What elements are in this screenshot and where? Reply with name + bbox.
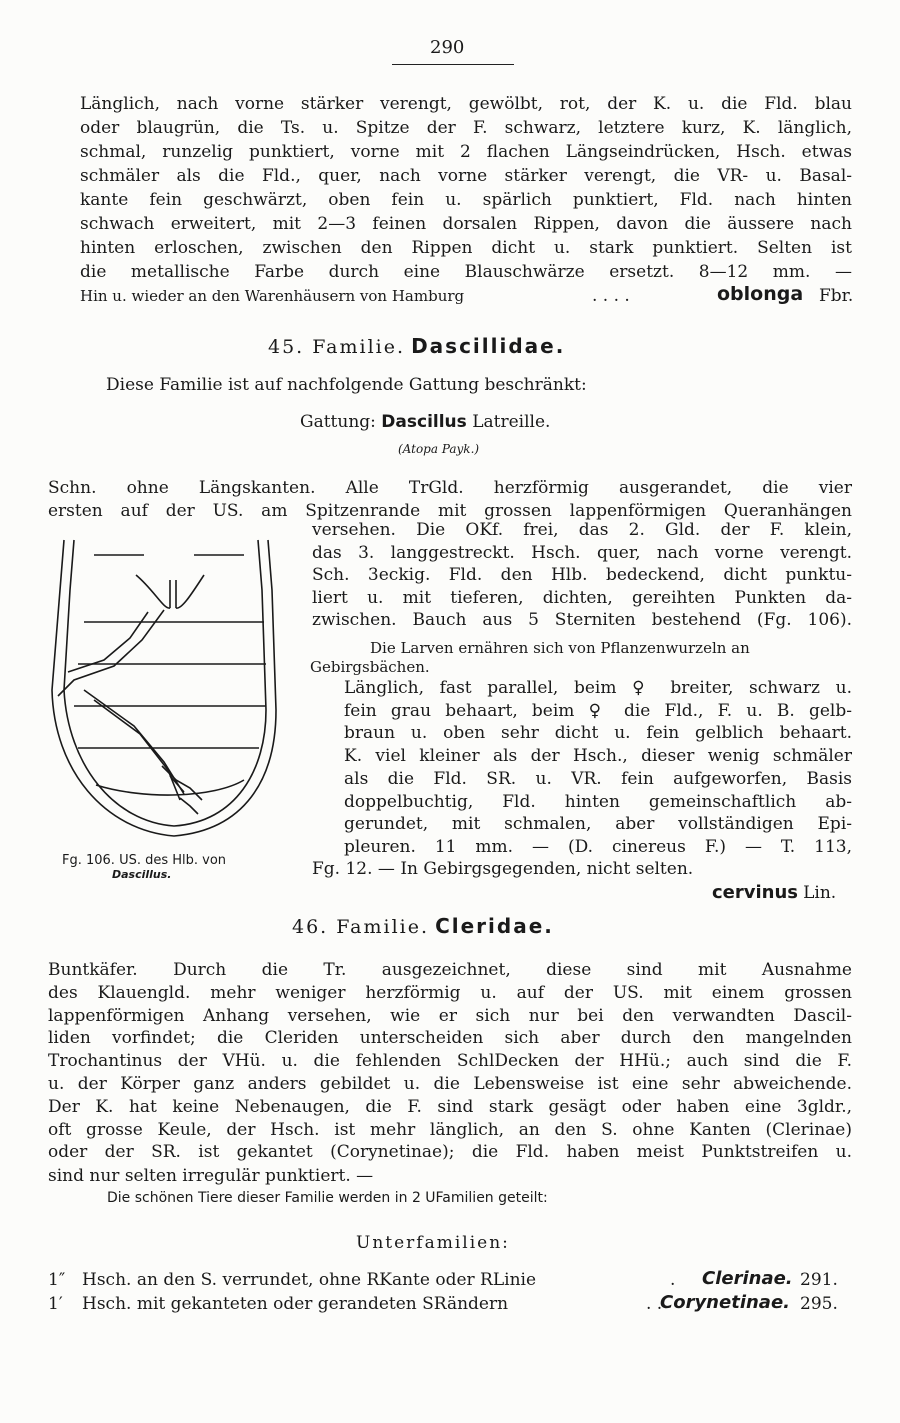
subfamily-heading: Unterfamilien: [356, 1233, 510, 1253]
text-line: schmäler als die Fld., quer, nach vorne stärker verengt, die VR- u. Basal- [80, 166, 852, 186]
species-author: Fbr. [819, 286, 854, 306]
text-line: die metallische Farbe durch eine Blauschwärze ersetzt. 8—12 mm. — [80, 262, 852, 282]
text-line: Länglich, nach vorne stärker verengt, gewölbt, rot, der K. u. die Fld. blau [80, 94, 852, 114]
text-line: lappenförmigen Anhang versehen, wie er sich nur bei den verwandten Dascil- [48, 1005, 852, 1026]
key-text: Hsch. an den S. verrundet, ohne RKante oder RLinie [82, 1270, 537, 1290]
text-line: gerundet, mit schmalen, aber vollständigen Epi- [344, 814, 852, 835]
family-46-name: Cleridae. [435, 914, 554, 938]
species-line-oblonga [80, 283, 854, 306]
leader-dots: . [670, 1270, 676, 1290]
text-line: zwischen. Bauch aus 5 Sterniten bestehend (Fg. 106). [312, 610, 852, 630]
species-name: oblonga [717, 283, 804, 305]
key-number: 1″ [48, 1270, 66, 1290]
text-line: versehen. Die OKf. frei, das 2. Gld. der F. klein, [312, 520, 852, 540]
subfamily-name: Clerinae. [702, 1268, 793, 1289]
text-line: des Klauengld. mehr weniger herzförmig u. auf der US. mit einem grossen [48, 982, 852, 1003]
genus-author: Latreille. [472, 412, 551, 432]
text-line: fein grau behaart, beim ♀ die Fld., F. u. B. gelb- [344, 700, 852, 721]
leader-dots: . . [646, 1294, 663, 1314]
locality-text: Hin u. wieder an den Warenhäusern von Hamburg [80, 287, 465, 305]
species-name: cervinus [712, 882, 799, 903]
key-number: 1′ [48, 1294, 63, 1314]
family-45-intro: Diese Familie ist auf nachfolgende Gattung beschränkt: [106, 375, 587, 395]
text-line: Buntkäfer. Durch die Tr. ausgezeichnet, diese sind mit Ausnahme [48, 960, 852, 980]
family-45-heading [268, 334, 565, 358]
text-line: Die Larven ernähren sich von Pflanzenwurzeln an [370, 639, 750, 657]
text-line: braun u. oben sehr dicht u. fein gelblich behaart. [344, 723, 852, 744]
genus-heading [300, 412, 550, 432]
family-46-heading [292, 914, 554, 938]
text-line: Gebirgsbächen. [310, 658, 430, 676]
leader-dots: . . . . [592, 286, 630, 306]
genus-label: Gattung: [300, 412, 376, 432]
text-line: Schn. ohne Längskanten. Alle TrGld. herzförmig ausgerandet, die vier [48, 478, 852, 498]
genus-synonym: (Atopa Payk.) [398, 442, 480, 456]
text-line: schwach erweitert, mit 2—3 feinen dorsalen Rippen, davon die äussere nach [80, 214, 852, 234]
subfamily-split-note: Die schönen Tiere dieser Familie werden in 2 UFamilien geteilt: [107, 1190, 548, 1206]
text-line: Sch. 3eckig. Fld. den Hlb. bedeckend, dicht punktu- [312, 565, 852, 585]
species-author: Lin. [803, 883, 837, 903]
text-line: schmal, runzelig punktiert, vorne mit 2 flachen Längseindrücken, Hsch. etwas [80, 142, 852, 162]
text-line: als die Fld. SR. u. VR. fein aufgeworfen, Basis [344, 768, 852, 789]
figure-caption-text: Fg. 106. US. des Hlb. von [62, 853, 227, 868]
text-line: Der K. hat keine Nebenaugen, die F. sind stark gesägt oder haben eine 3gldr., [48, 1096, 852, 1117]
text-line: oft grosse Keule, der Hsch. ist mehr länglich, an den S. ohne Kanten (Clerinae) [48, 1119, 852, 1140]
text-line: oder blaugrün, die Ts. u. Spitze der F. schwarz, letztere kurz, K. länglich, [80, 118, 852, 138]
text-line: liden vorfindet; die Cleriden unterscheiden sich aber durch den mangelnden [48, 1028, 852, 1049]
figure-106-caption [62, 853, 226, 868]
header-rule [392, 64, 514, 65]
text-line: das 3. langgestreckt. Hsch. quer, nach vorne verengt. [312, 542, 852, 563]
page-ref: 291. [800, 1270, 838, 1290]
text-line: K. viel kleiner als der Hsch., dieser wenig schmäler [344, 746, 852, 767]
figure-106-abdomen-drawing [44, 530, 294, 850]
subfamily-name: Corynetinae. [660, 1292, 790, 1313]
figure-caption-genus: Dascillus. [112, 868, 172, 881]
text-line: Trochantinus der VHü. u. die fehlenden SchlDecken der HHü.; auch sind die F. [48, 1051, 852, 1072]
text-line: doppelbuchtig, Fld. hinten gemeinschaftlich ab- [344, 791, 852, 812]
text-line: u. der Körper ganz anders gebildet u. die Lebensweise ist eine sehr abweichende. [48, 1074, 852, 1094]
key-text: Hsch. mit gekanteten oder gerandeten SRändern [82, 1294, 509, 1314]
genus-name: Dascillus [381, 412, 467, 432]
text-line: hinten erloschen, zwischen den Rippen dicht u. stark punktiert. Selten ist [80, 238, 852, 258]
text-line: ersten auf der US. am Spitzenrande mit grossen lappenförmigen Queranhängen [48, 500, 852, 521]
text-line: Länglich, fast parallel, beim ♀ breiter, schwarz u. [344, 678, 852, 698]
family-45-label: 45. Familie. [268, 336, 406, 358]
species-line-cervinus [712, 882, 836, 903]
family-46-label: 46. Familie. [292, 916, 430, 938]
family-46-last-line: sind nur selten irregulär punktiert. — [48, 1166, 374, 1186]
text-line: liert u. mit tieferen, dichten, gereihten Punkten da- [312, 587, 852, 608]
text-line: kante fein geschwärzt, oben fein u. spärlich punktiert, Fld. nach hinten [80, 190, 852, 210]
family-45-name: Dascillidae. [411, 334, 566, 358]
text-line: oder der SR. ist gekantet (Corynetinae); die Fld. haben meist Punktstreifen u. [48, 1142, 852, 1163]
species-locality: Fg. 12. — In Gebirgsgegenden, nicht selten. [312, 859, 694, 879]
page-number: 290 [430, 37, 465, 58]
text-line: pleuren. 11 mm. — (D. cinereus F.) — T. 113, [344, 836, 852, 857]
page-ref: 295. [800, 1294, 838, 1314]
